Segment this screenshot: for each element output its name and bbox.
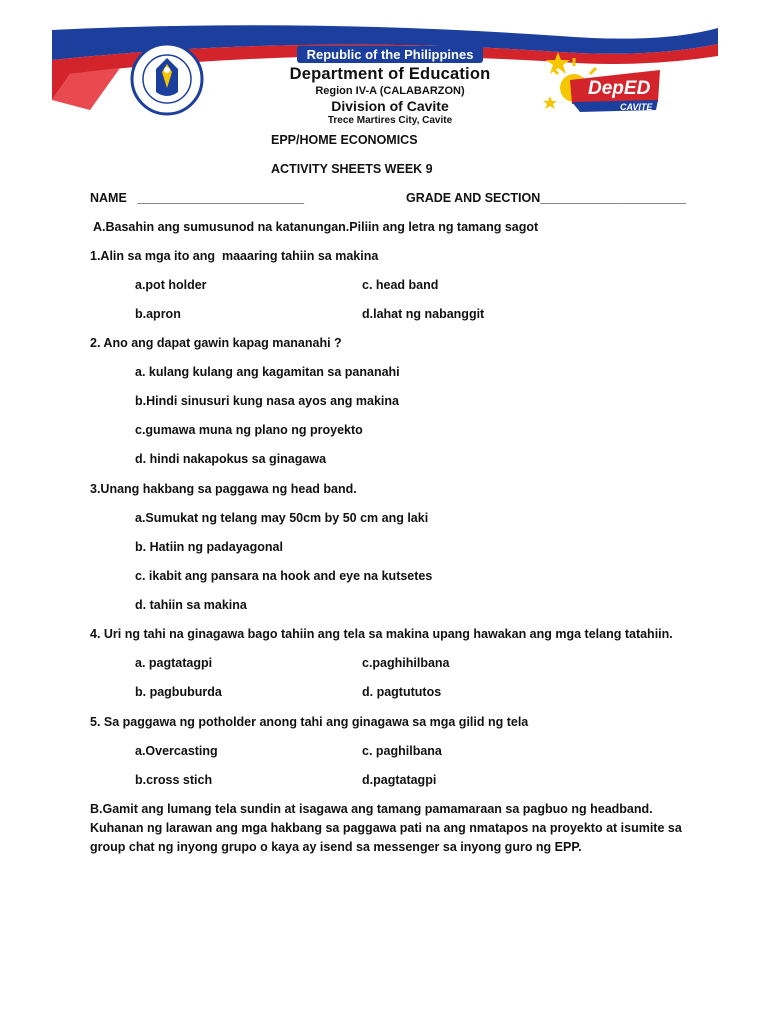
q2-choice-a: a. kulang kulang ang kagamitan sa pananahi <box>135 365 400 379</box>
q1-choice-a: a.pot holder <box>135 278 207 292</box>
part-b-line-1: B.Gamit ang lumang tela sundin at isagawa ang tamang pamamaraan sa pagbuo ng headband. <box>90 802 653 816</box>
activity-title: ACTIVITY SHEETS WEEK 9 <box>271 162 433 176</box>
region-label: Region IV-A (CALABARZON) <box>315 85 465 97</box>
question-4: 4. Uri ng tahi na ginagawa bago tahiin ang tela sa makina upang hawakan ang mga telang tatahiin. <box>90 627 673 641</box>
question-5: 5. Sa paggawa ng potholder anong tahi ang ginagawa sa mga gilid ng tela <box>90 715 529 729</box>
question-3: 3.Unang hakbang sa paggawa ng head band. <box>90 482 357 496</box>
q4-choice-a: a. pagtatagpi <box>135 656 213 670</box>
q1-choice-b: b.apron <box>135 307 181 321</box>
q4-choice-d: d. pagtututos <box>362 685 442 699</box>
q5-choice-d: d.pagtatagpi <box>362 773 437 787</box>
q3-choice-a: a.Sumukat ng telang may 50cm by 50 cm ang laki <box>135 511 429 525</box>
part-b-line-2: Kuhanan ng larawan ang mga hakbang sa paggawa pati na ang nmatapos na proyekto at isumite sa <box>90 821 682 835</box>
cavite-logo-text: CAVITE <box>620 102 653 112</box>
q2-choice-c: c.gumawa muna ng plano ng proyekto <box>135 423 363 437</box>
q3-choice-b: b. Hatiin ng padayagonal <box>135 540 283 554</box>
q1-choice-c: c. head band <box>362 278 439 292</box>
part-b-line-3: group chat ng inyong grupo o kaya ay isend sa messenger sa inyong guro ng EPP. <box>90 840 582 854</box>
department-title: Department of Education <box>289 65 491 83</box>
q3-choice-c: c. ikabit ang pansara na hook and eye na kutsetes <box>135 569 433 583</box>
republic-label: Republic of the Philippines <box>297 46 484 63</box>
grade-section-field-label: GRADE AND SECTION_____________________ <box>406 191 687 205</box>
division-title: Division of Cavite <box>331 98 449 114</box>
deped-seal-icon <box>130 42 204 116</box>
subject-title: EPP/HOME ECONOMICS <box>271 133 418 147</box>
q5-choice-c: c. paghilbana <box>362 744 442 758</box>
letterhead <box>0 0 768 130</box>
part-a-instruction: A.Basahin ang sumusunod na katanungan.Piliin ang letra ng tamang sagot <box>93 220 539 234</box>
q2-choice-b: b.Hindi sinusuri kung nasa ayos ang makina <box>135 394 399 408</box>
q5-choice-a: a.Overcasting <box>135 744 218 758</box>
name-field-label: NAME ________________________ <box>90 191 305 205</box>
deped-cavite-logo <box>540 44 670 116</box>
q1-choice-d: d.lahat ng nabanggit <box>362 307 485 321</box>
deped-logo-text: DepED <box>588 78 651 99</box>
q4-choice-b: b. pagbuburda <box>135 685 222 699</box>
q4-choice-c: c.paghihilbana <box>362 656 450 670</box>
question-1: 1.Alin sa mga ito ang maaaring tahiin sa makina <box>90 249 379 263</box>
city-label: Trece Martires City, Cavite <box>327 115 453 126</box>
q2-choice-d: d. hindi nakapokus sa ginagawa <box>135 452 327 466</box>
q5-choice-b: b.cross stich <box>135 773 213 787</box>
q3-choice-d: d. tahiin sa makina <box>135 598 247 612</box>
question-2: 2. Ano ang dapat gawin kapag mananahi ? <box>90 336 342 350</box>
